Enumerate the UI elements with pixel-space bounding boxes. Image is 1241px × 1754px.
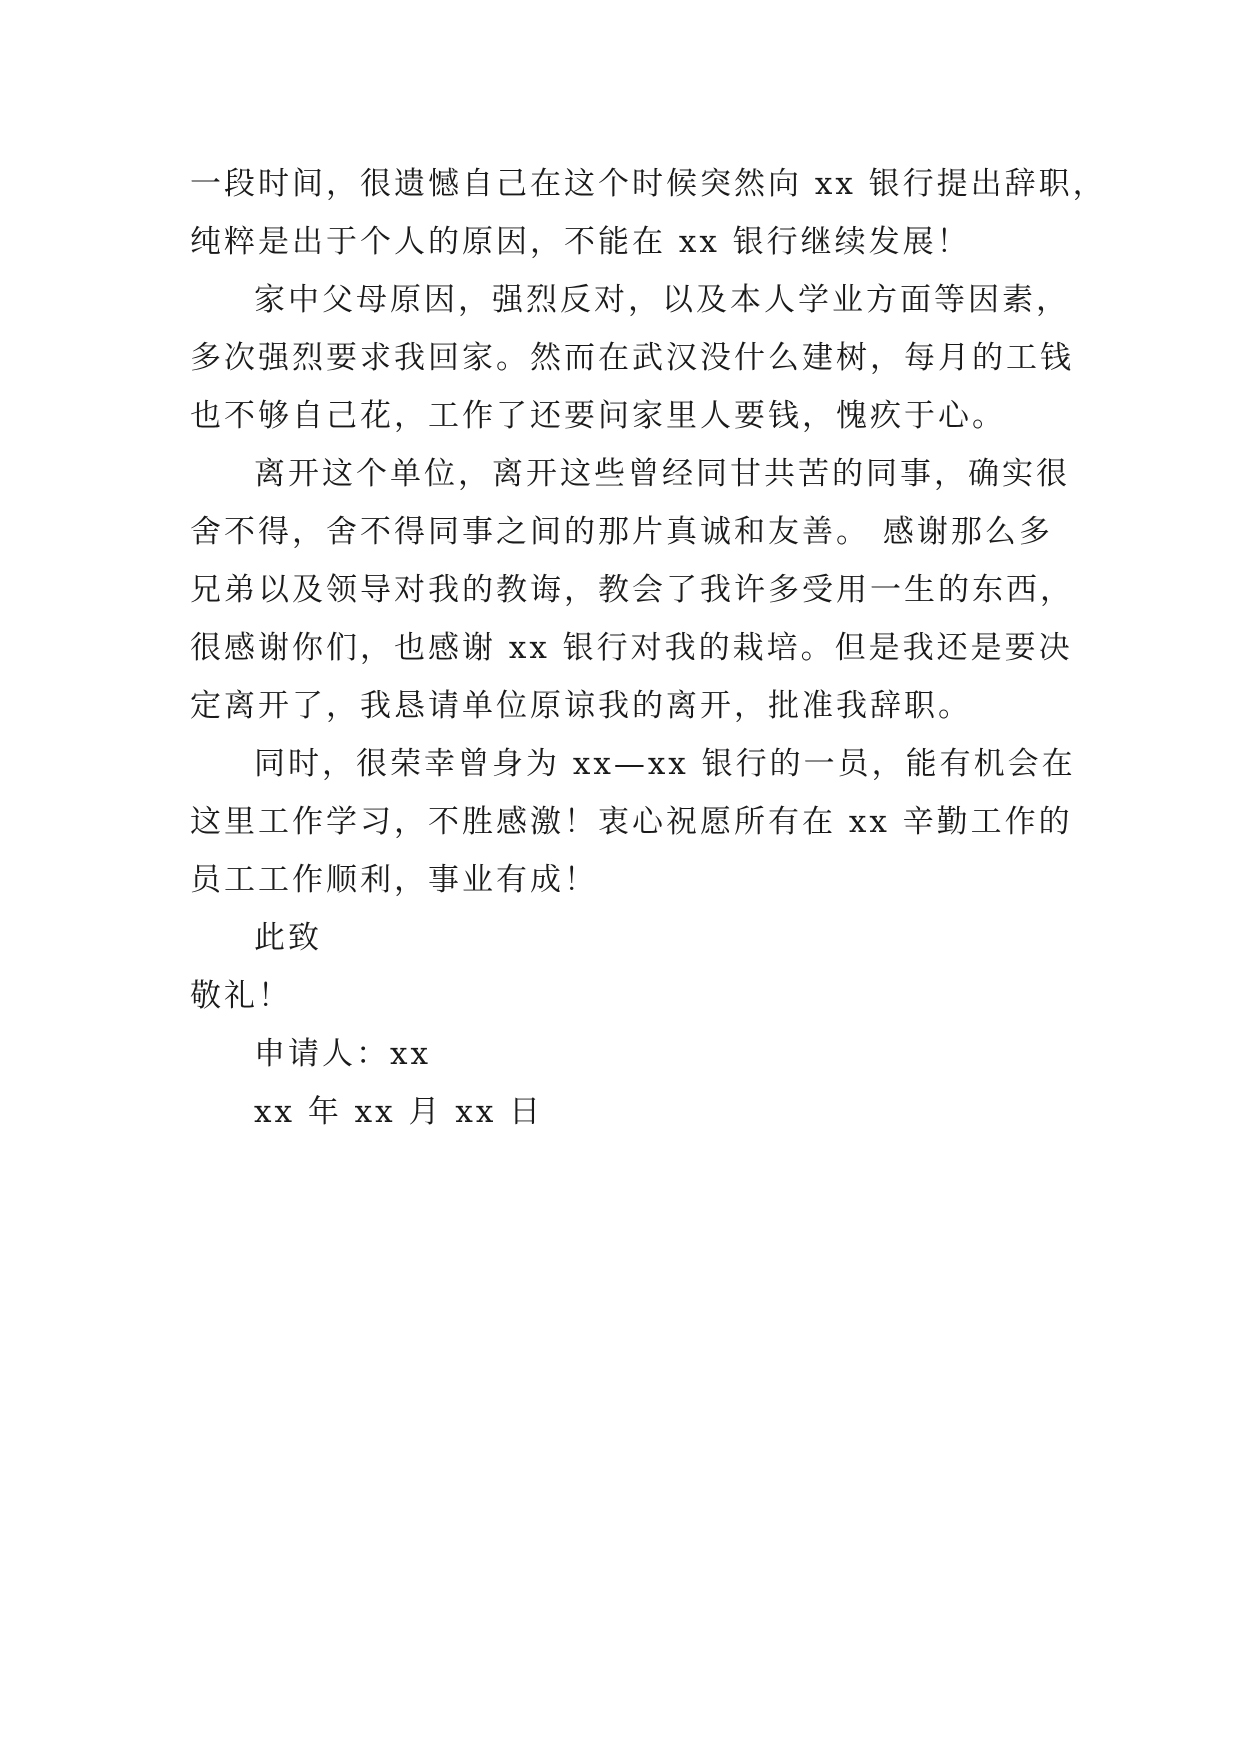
paragraph-4-line-1: 同时，很荣幸曾身为 xx—xx 银行的一员，能有机会在 [254,746,1076,782]
letter-date: xx 年 xx 月 xx 日 [254,1094,544,1130]
paragraph-4-line-2: 这里工作学习，不胜感激！衷心祝愿所有在 xx 辛勤工作的 [190,804,1073,840]
paragraph-3-line-2: 舍不得，舍不得同事之间的那片真诚和友善。 感谢那么多 [190,514,1053,550]
paragraph-3-line-5: 定离开了，我恳请单位原谅我的离开，批准我辞职。 [190,688,972,724]
letter-body [190,155,1107,1141]
closing-salutation: 此致 [254,920,322,956]
paragraph-2-line-2: 多次强烈要求我回家。然而在武汉没什么建树，每月的工钱 [190,340,1074,376]
paragraph-3-line-3: 兄弟以及领导对我的教诲，教会了我许多受用一生的东西， [190,572,1074,608]
paragraph-2-line-1: 家中父母原因，强烈反对，以及本人学业方面等因素， [254,282,1070,318]
applicant-signature: 申请人：xx [254,1036,431,1072]
closing-regards: 敬礼！ [190,978,292,1014]
paragraph-1-line-2: 纯粹是出于个人的原因，不能在 xx 银行继续发展！ [190,224,971,260]
paragraph-3-line-4: 很感谢你们，也感谢 xx 银行对我的栽培。但是我还是要决 [190,630,1073,666]
paragraph-3-line-1: 离开这个单位，离开这些曾经同甘共苦的同事，确实很 [254,456,1070,492]
paragraph-1-line-1: 一段时间，很遗憾自己在这个时候突然向 xx 银行提出辞职， [190,166,1107,202]
paragraph-4-line-3: 员工工作顺利，事业有成！ [190,862,598,898]
paragraph-2-line-3: 也不够自己花，工作了还要问家里人要钱，愧疚于心。 [190,398,1006,434]
